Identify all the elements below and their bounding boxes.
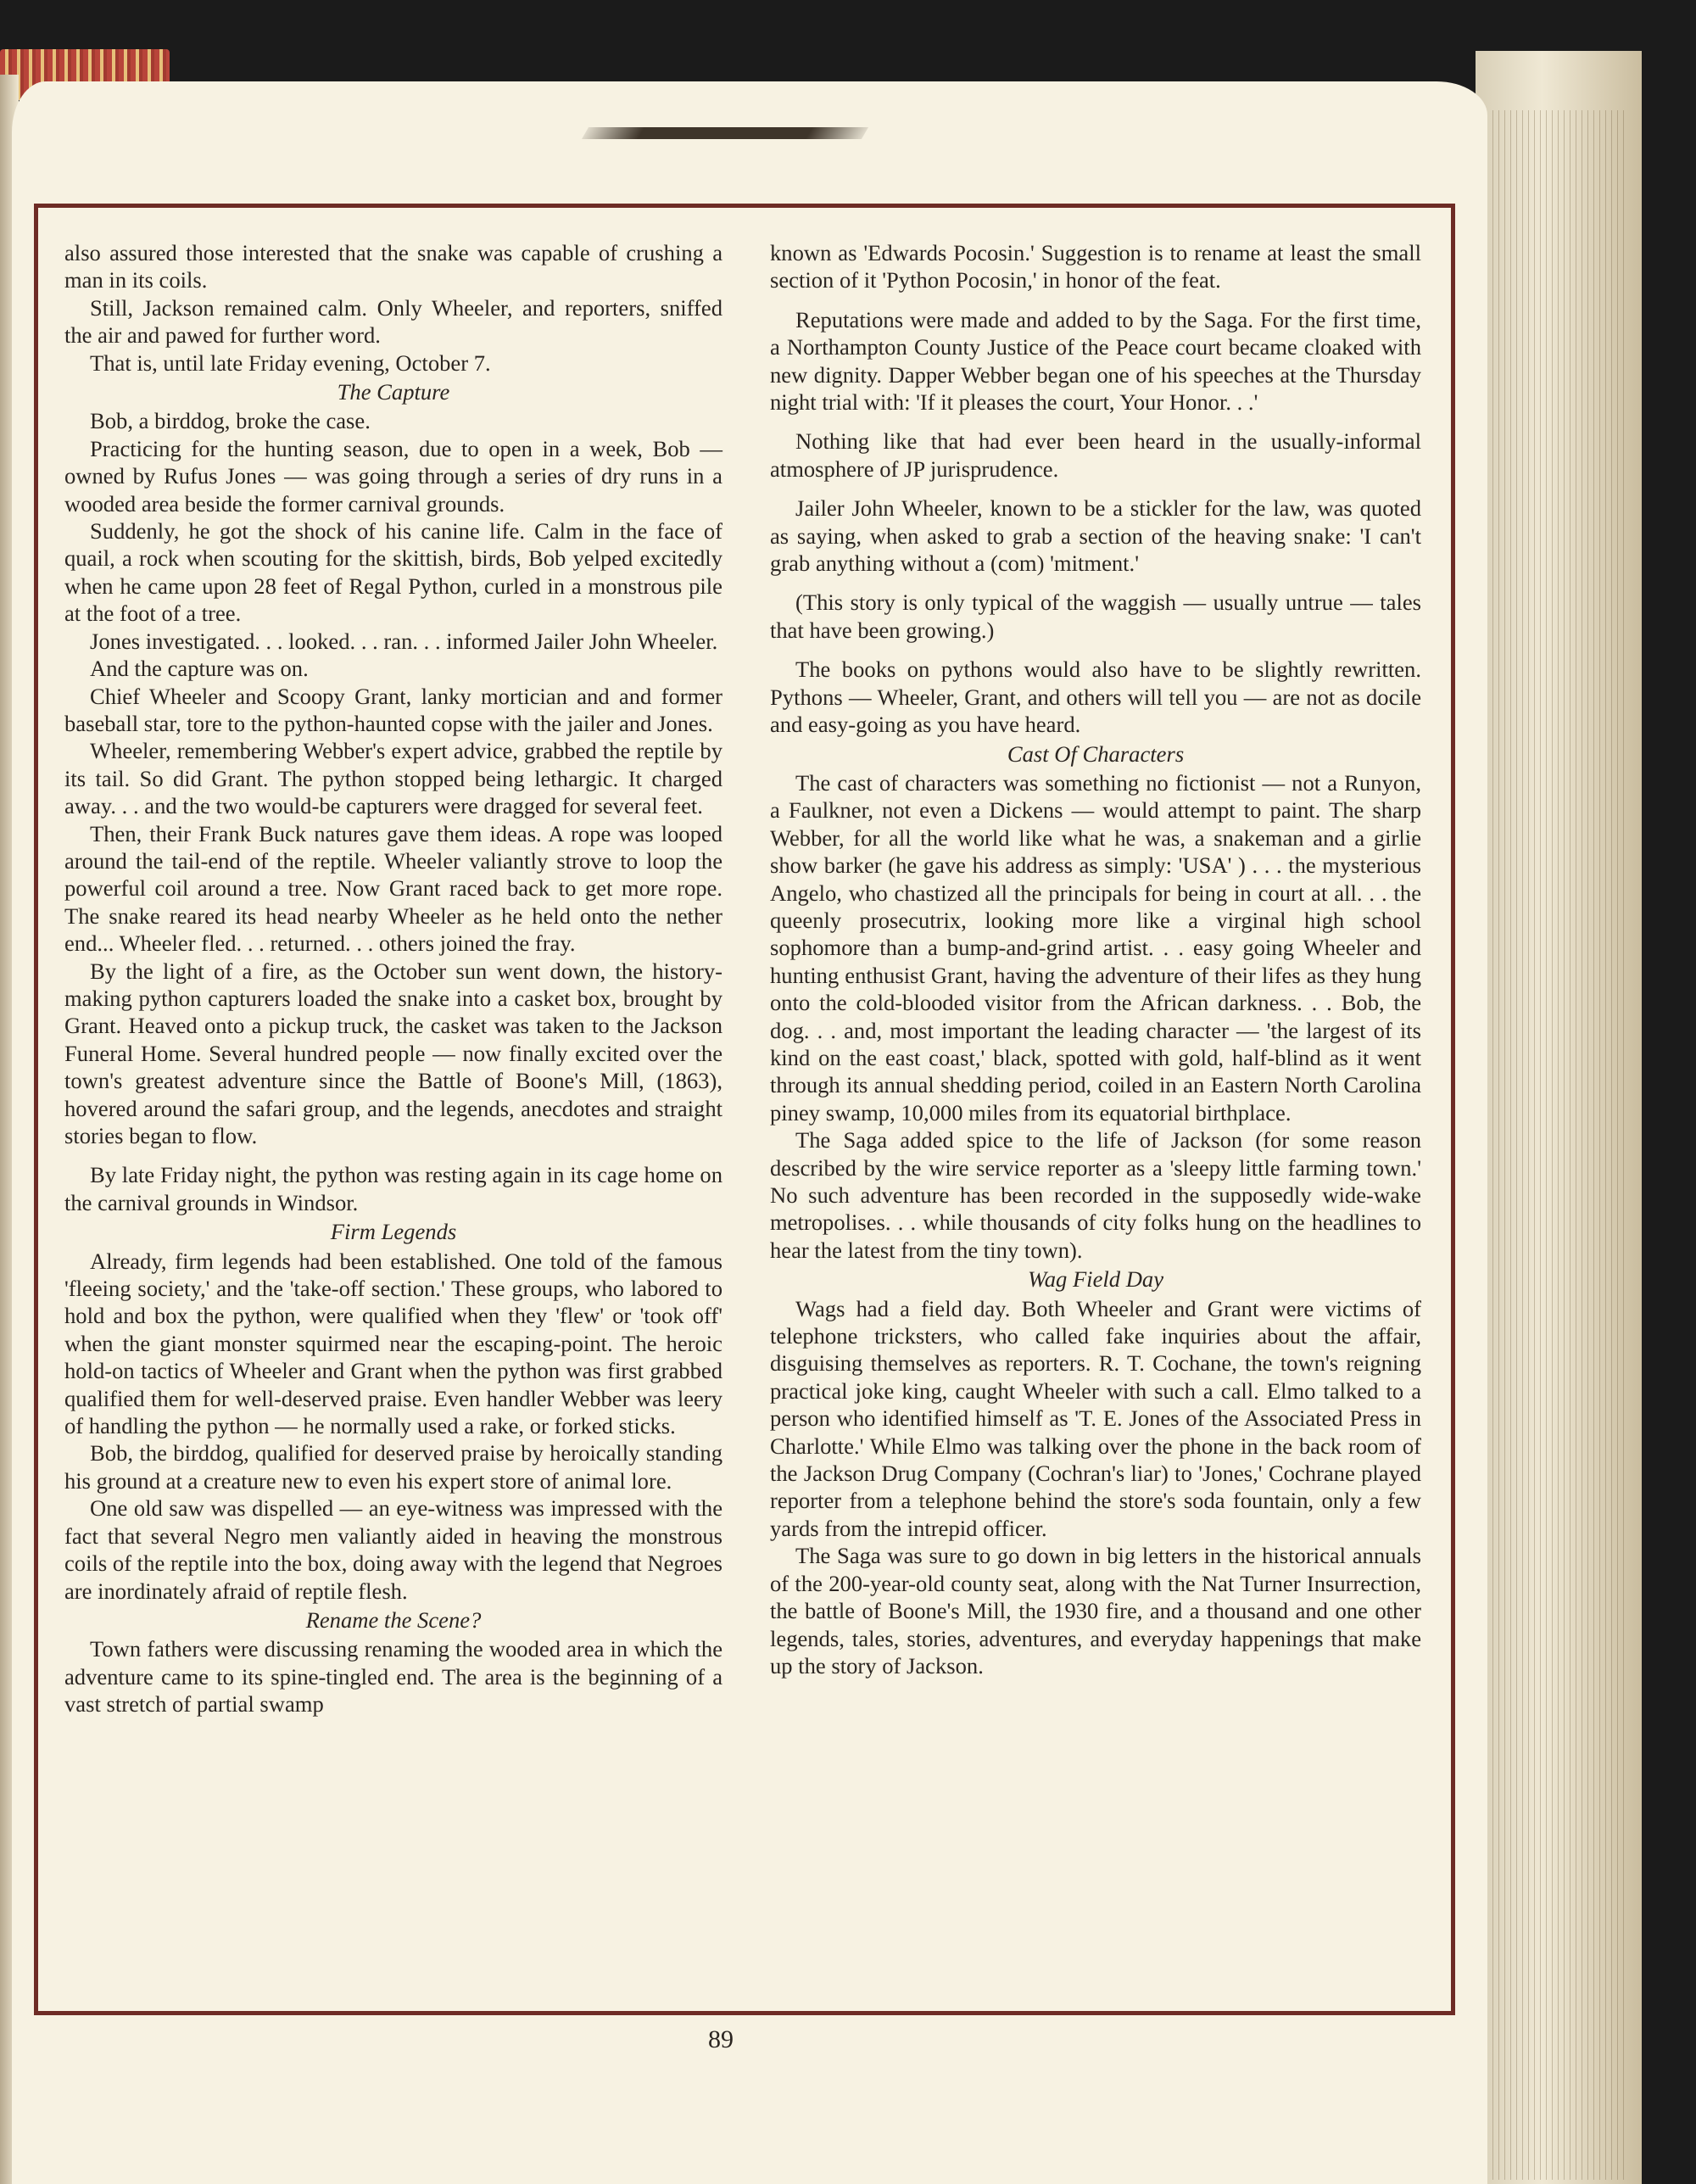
paragraph: Then, their Frank Buck natures gave them ideas. A rope was looped around the tail-end of the reptile. Wheeler valiantly strove to loop the powerful coil around a tree. Now Grant raced back to get more rope. The snake reared its head nearby Wheeler as he held onto the nether end... Wheeler fled. . . returned. . . others joined the fray. [64,820,722,957]
paragraph: Wags had a field day. Both Wheeler and Grant were victims of telephone tricksters, who called fake inquiries about the affair, disguising themselves as reporters. R. T. Cochane, the town's reigning practical joke king, caught Wheeler with such a call. Elmo talked to a person who identified himself as 'T. E. Jones of the Associated Press in Charlotte.' While Elmo was talking over the phone in the back room of the Jackson Drug Company (Cochran's liar) to 'Jones,' Cochrane played reporter from a telephone behind the store's soda fountain, only a few yards from the intrepid officer. [770,1295,1421,1541]
paragraph: By the light of a fire, as the October sun went down, the history-making python capturers loaded the snake into a casket box, brought by Grant. Heaved onto a pickup truck, the casket was taken to the Jackson Funeral Home. Several hundred people — now finally excited over the town's greatest adventure since the Battle of Boone's Mill, (1863), hovered around the safari group, and the legends, anecdotes and straight stories began to flow. [64,958,722,1148]
section-heading: Firm Legends [330,1219,457,1245]
paragraph: known as 'Edwards Pocosin.' Suggestion is to rename at least the small section of it 'Python Pocosin,' in honor of the feat. [770,240,1421,293]
paragraph: Suddenly, he got the shock of his canine life. Calm in the face of quail, a rock when scouting for the skittish, birds, Bob yelped excitedly when he came upon 28 feet of Regal Python, curled in a monstrous pile at the foot of a tree. [64,518,722,627]
paragraph: Already, firm legends had been established. One told of the famous 'fleeing society,' and the 'take-off section.' These groups, who labored to hold and box the python, were qualified when they 'flew' or 'took off' when the giant monster squirmed near the escaping-point. The heroic hold-on tactics of Wheeler and Grant when the python was first grabbed qualified them for well-deserved praise. Even handler Webber was leery of handling the python — he normally used a rake, or forked sticks. [64,1248,722,1439]
paragraph: The books on pythons would also have to be slightly rewritten. Pythons — Wheeler, Grant, and others will tell you — are not as docile and easy-going as you have heard. [770,656,1421,738]
paragraph: Wheeler, remembering Webber's expert advice, grabbed the reptile by its tail. So did Grant. The python stopped being lethargic. It charged away. . . and the two would-be capturers were dragged for several feet. [64,738,722,819]
paragraph: Bob, a birddog, broke the case. [90,408,371,434]
paragraph: Still, Jackson remained calm. Only Wheeler, and reporters, sniffed the air and pawed for further word. [64,294,722,349]
section-heading: Cast Of Characters [1007,740,1185,767]
paragraph: Chief Wheeler and Scoopy Grant, lanky mortician and and former baseball star, tore to the python-haunted copse with the jailer and Jones. [64,683,722,736]
paragraph: The Saga added spice to the life of Jackson (for some reason described by the wire service reporter as a 'sleepy little farming town.' No such adventure has been recorded in the supposedly wide-wake metropolises. . . while thousands of city folks hung on the headlines to hear the latest from the tiny town). [770,1127,1421,1263]
section-heading: The Capture [337,379,450,405]
paragraph: By late Friday night, the python was resting again in its cage home on the carnival grounds in Windsor. [64,1162,722,1215]
left-column [64,239,722,1718]
page-number: 89 [708,2025,734,2053]
paragraph: The cast of characters was something no fictionist — not a Runyon, a Faulkner, not even a Dickens — would attempt to paint. The sharp Webber, for all the world like what he was, a snakeman and a girlie show barker (he gave his address as simply: 'USA' ) . . . the mysterious Angelo, who chastized all the principals for being in court at all. . . the queenly prosecutrix, looking more like a virginal high school sophomore than a bump-and-grind artist. . . easy going Wheeler and hunting enthusist Grant, having the adventure of their lifes as they hung onto the cold-blooded visitor from the African darkness. . . Bob, the dog. . . and, most important the leading character — 'the largest of its kind on the east coast,' black, spotted with gold, half-blind as it went through its annual shedding period, coiled in an Eastern North Carolina piney swamp, 10,000 miles from its equatorial birthplace. [770,769,1421,1126]
paragraph: That is, until late Friday evening, October 7. [90,349,491,376]
right-column [770,239,1421,1679]
paragraph: One old saw was dispelled — an eye-witness was impressed with the fact that several Negro men valiantly aided in heaving the monstrous coils of the reptile into the box, doing away with the legend that Negroes are inordinately afraid of reptile flesh. [64,1495,722,1604]
paragraph: Nothing like that had ever been heard in the usually-informal atmosphere of JP jurisprudence. [770,428,1421,482]
paragraph: Reputations were made and added to by the Saga. For the first time, a Northampton County Justice of the Peace court became cloaked with new dignity. Dapper Webber began one of his speeches at the Thursday night trial with: 'If it pleases the court, Your Honor. . .' [770,306,1421,416]
book-page-edge-lines [1492,110,1628,2180]
paragraph: Jailer John Wheeler, known to be a stickler for the law, was quoted as saying, when asked to grab a section of the heaving snake: 'I can't grab anything without a (com) 'mitment.' [770,495,1421,577]
paragraph: also assured those interested that the snake was capable of crushing a man in its coils. [64,240,722,293]
paragraph: Town fathers were discussing renaming the wooded area in which the adventure came to its spine-tingled end. The area is the beginning of a vast stretch of partial swamp [64,1636,722,1718]
section-heading: Rename the Scene? [305,1606,482,1633]
paragraph: And the capture was on. [90,656,309,682]
section-heading: Wag Field Day [1027,1266,1164,1293]
paragraph: Bob, the birddog, qualified for deserved praise by heroically standing his ground at a creature new to even his expert store of animal lore. [64,1440,722,1494]
paragraph: Practicing for the hunting season, due to open in a week, Bob — owned by Rufus Jones — was going through a series of dry runs in a wooded area beside the former carnival grounds. [64,435,722,517]
paragraph: Jones investigated. . . looked. . . ran. . . informed Jailer John Wheeler. [90,628,718,654]
paragraph: (This story is only typical of the waggish — usually untrue — tales that have been growing.) [770,589,1421,643]
paragraph: The Saga was sure to go down in big letters in the historical annuals of the 200-year-old county seat, along with the Nat Turner Insurrection, the battle of Boone's Mill, the 1930 fire, and a thousand and one other legends, tales, stories, adventures, and everyday happenings that make up the story of Jackson. [770,1543,1421,1678]
running-head-blur [582,127,868,139]
